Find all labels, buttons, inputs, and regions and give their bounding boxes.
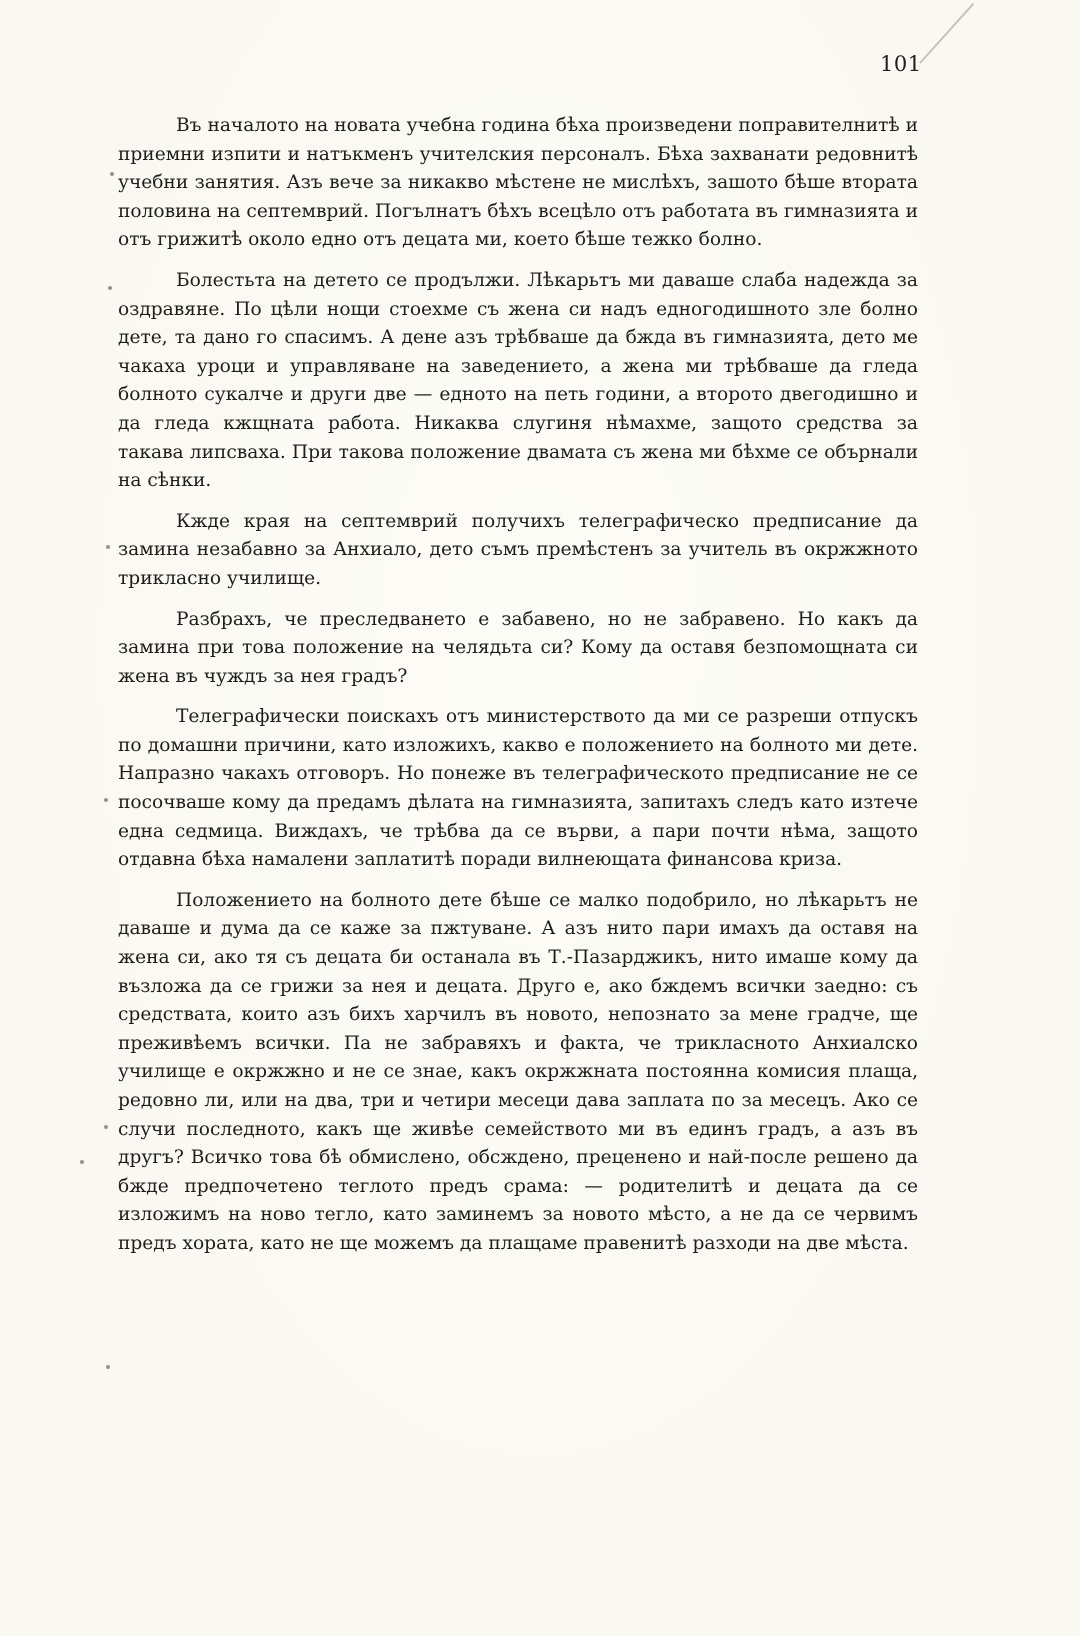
margin-mark [80, 1160, 84, 1164]
margin-mark [110, 172, 114, 176]
body-text [118, 112, 918, 1259]
paragraph: Кжде края на септемврий получихъ телеграфическо предписание да замина незабавно за Анхиало, дето съмъ премѣстенъ за учитель въ окржжното трикласно училище. [118, 510, 918, 589]
margin-mark [106, 1365, 110, 1369]
corner-pencil-mark [919, 3, 974, 64]
margin-mark [106, 545, 110, 549]
margin-mark [104, 1125, 108, 1129]
page-number: 101 [880, 52, 922, 76]
paragraph: Телеграфически поискахъ отъ министерството да ми се разреши отпускъ по домашни причини, като изложихъ, какво е положението на болното ми дете. Напразно чакахъ отговоръ. Но понеже въ телеграфическото предписание не се посочваше кому да предамъ дѣлата на гимназията, запитахъ следъ като изтече една седмица. Виждахъ, че трѣбва да се върви, а пари почти нѣма, защото отдавна бѣха намалени заплатитѣ поради вилнеющата финансова криза. [118, 706, 918, 871]
paragraph: Разбрахъ, че преследването е забавено, но не забравено. Но какъ да замина при това положение на челядьта си? Кому да оставя безпомощната си жена въ чуждъ за нея градъ? [118, 608, 918, 687]
paragraph: Положението на болното дете бѣше се малко подобрило, но лѣкарьтъ не даваше и дума да се каже за пжтуване. А азъ нито пари имахъ да оставя на жена си, ако тя съ децата би останала въ Т.-Пазарджикъ, нито имаше кому да възложа да се грижи за нея и децата. Друго е, ако бждемъ всички заедно: съ средствата, които азъ бихъ харчилъ въ новото, непознато за мене градче, ще преживѣемъ всички. Па не забравяхъ и факта, че трикласното Анхиалско училище е окржжно и не се знае, какъ окржжната постоянна комисия плаща, редовно ли, или на два, три и четири месеци дава заплата по за месецъ. Ако се случи последното, какъ ще живѣе семейството ми въ единъ градъ, а азъ въ другъ? Всичко това бѣ обмислено, обсждено, преценено и най-после решено да бжде предпочетено теглото предъ срама: — родителитѣ и децата да се изложимъ на ново тегло, като заминемъ за новото мѣсто, а не да се червимъ предъ хората, като не ще можемъ да плащаме правенитѣ разходи на две мѣста. [118, 889, 918, 1254]
paragraph: Болестьта на детето се продължи. Лѣкарьтъ ми даваше слаба надежда за оздравяне. По цѣли нощи стоехме съ жена си надъ едногодишното зле болно дете, та дано го спасимъ. А дене азъ трѣбваше да бжда въ гимназията, дето ме чакаха уроци и управляване на заведението, а жена ми трѣбваше да гледа болното сукалче и други две — едното на петь години, а второто двегодишно и да гледа кжщната работа. Никаква слугиня нѣмахме, защото средства за такава липсваха. При такова положение двамата съ жена ми бѣхме се обърнали на сѣнки. [118, 269, 918, 492]
margin-mark [104, 798, 108, 802]
margin-mark [108, 286, 112, 290]
paragraph: Въ началото на новата учебна година бѣха произведени поправителнитѣ и приемни изпити и натъкменъ учителския персоналъ. Бѣха захванати редовнитѣ учебни занятия. Азъ вече за никакво мѣстене не мислѣхъ, зашото бѣше втората половина на септемврий. Погълнатъ бѣхъ всецѣло отъ работата въ гимназията и отъ грижитѣ около едно отъ децата ми, което бѣше тежко болно. [118, 115, 918, 251]
